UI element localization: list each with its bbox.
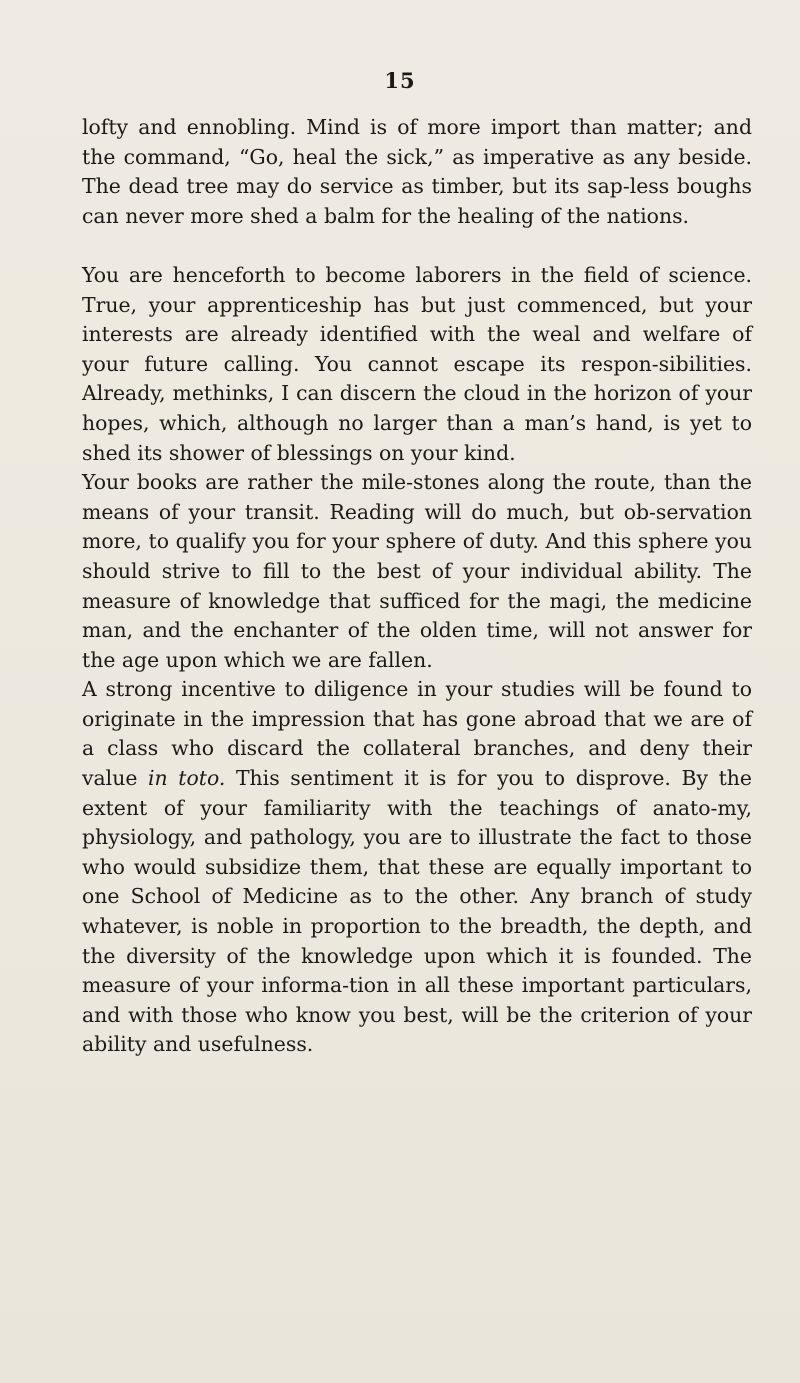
paragraph-4-text-after: This sentiment it is for you to disprove. By the extent of your familiarity with the teachings of anato-my, physiology, and pathology, you are to illustrate the fact to those who would subsidize them, that these are equally important to one School of Medicine as to the other. Any branch of study whatever, is noble in proportion to the breadth, the depth, and the diversity of the knowledge upon which it is founded. The measure of your informa-tion in all these important particulars, and with those who know you best, will be the criterion of your ability and usefulness. — [82, 766, 752, 1057]
paragraph-1: lofty and ennobling. Mind is of more import than matter; and the command, “Go, heal the sick,” as imperative as any beside. The dead tree may do service as timber, but its sap-less boughs can never more shed a balm for the healing of the nations. — [82, 115, 752, 228]
paragraph-4-italic-phrase: in toto. — [148, 766, 226, 791]
body-text — [82, 113, 752, 1060]
paragraph-2: You are henceforth to become laborers in the field of science. True, your apprenticeship has but just commenced, but your interests are already identified with the weal and welfare of your future calling. You cannot escape its respon-sibilities. Already, methinks, I can discern the cloud in the horizon of your hopes, which, although no larger than a man’s hand, is yet to shed its shower of blessings on your kind. — [82, 262, 752, 465]
paragraph-4-text-before: A strong incentive to diligence in your studies will be found to originate in the impression that has gone abroad that we are of a class who discard the collateral branches, and deny their value — [82, 677, 752, 791]
paragraph-3: Your books are rather the mile-stones along the route, than the means of your transit. Reading will do much, but ob-servation more, to qualify you for your sphere of duty. And this sphere you should strive to fill to the best of your individual ability. The measure of knowledge that sufficed for the magi, the medicine man, and the enchanter of the olden time, will not answer for the age upon which we are fallen. — [82, 470, 752, 672]
paragraph-4 — [82, 675, 752, 1060]
page-number: 15 — [384, 68, 416, 93]
